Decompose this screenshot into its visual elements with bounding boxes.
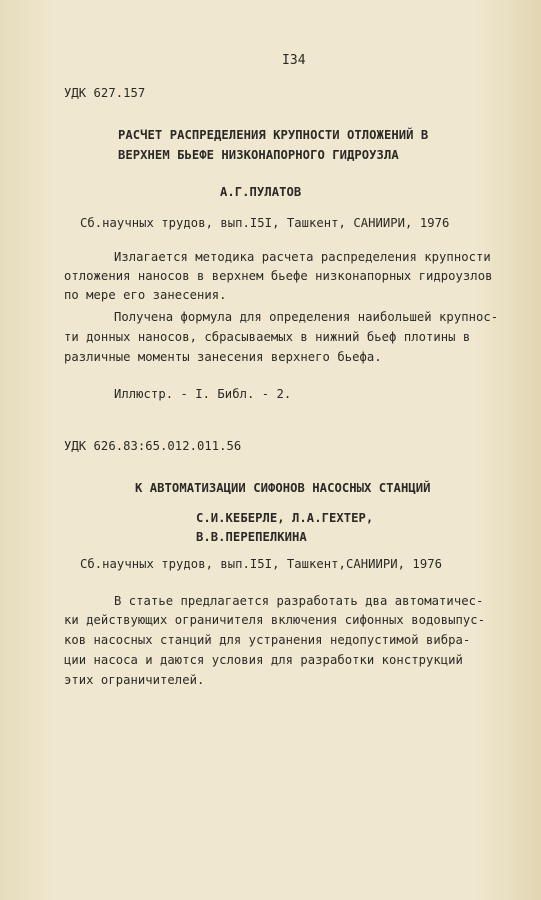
abstract-line: по мере его занесения.: [64, 288, 227, 302]
entry-title-line: ВЕРХНЕМ БЬЕФЕ НИЗКОНАПОРНОГО ГИДРОУЗЛА: [118, 148, 399, 162]
abstract-line: ти донных наносов, сбрасываемых в нижний бьеф плотины в: [64, 330, 471, 344]
abstract-line: этих ограничителей.: [64, 673, 205, 687]
entry-title-line: К АВТОМАТИЗАЦИИ СИФОНОВ НАСОСНЫХ СТАНЦИЙ: [135, 481, 431, 495]
entry-title-line: РАСЧЕТ РАСПРЕДЕЛЕНИЯ КРУПНОСТИ ОТЛОЖЕНИЙ В: [118, 128, 429, 142]
abstract-line: Получена формула для определения наибольшей крупнос-: [114, 310, 499, 324]
udc-code: УДК 626.83:65.012.011.56: [64, 439, 242, 453]
abstract-line: ков насосных станций для устранения недопустимой вибра-: [64, 633, 471, 647]
abstract-line: ции насоса и даются условия для разработки конструкций: [64, 653, 463, 667]
entry-author: С.И.КЕБЕРЛЕ, Л.А.ГЕХТЕР,: [196, 511, 374, 525]
entry-author: В.В.ПЕРЕПЕЛКИНА: [196, 530, 307, 544]
abstract-line: ки действующих ограничителя включения сифонных водовыпус-: [64, 613, 486, 627]
abstract-line: отложения наносов в верхнем бьефе низконапорных гидроузлов: [64, 269, 493, 283]
entry-source: Сб.научных трудов, вып.I5I, Ташкент,САНИИРИ, 1976: [80, 557, 442, 571]
abstract-line: Излагается методика расчета распределения крупности: [114, 250, 491, 264]
abstract-line: В статье предлагается разработать два автоматичес-: [114, 594, 484, 608]
entry-extra: Иллюстр. - I. Библ. - 2.: [114, 387, 292, 401]
entry-source: Сб.научных трудов, вып.I5I, Ташкент, САНИИРИ, 1976: [80, 216, 450, 230]
entry-author: А.Г.ПУЛАТОВ: [220, 185, 302, 199]
page-number: I34: [282, 53, 306, 68]
abstract-line: различные моменты занесения верхнего бьефа.: [64, 350, 382, 364]
udc-code: УДК 627.157: [64, 86, 146, 100]
